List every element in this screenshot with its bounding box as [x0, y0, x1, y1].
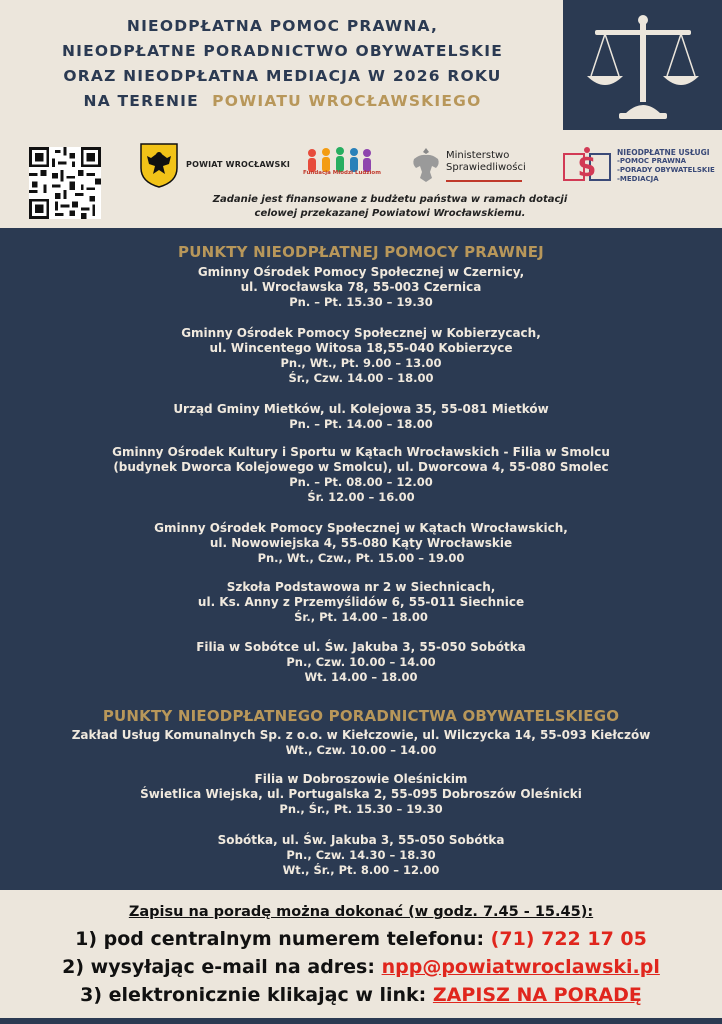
nu-line-1: -POMOC PRAWNA: [617, 157, 687, 165]
npp-entry: [0, 265, 722, 310]
signup-link[interactable]: ZAPISZ NA PORADĘ: [432, 984, 642, 1006]
entry-hours: Pn. – Pt. 14.00 – 18.00: [289, 417, 433, 431]
polish-eagle-icon: [410, 146, 442, 184]
npp-section-title: PUNKTY NIEODPŁATNEJ POMOCY PRAWNEJ: [178, 243, 544, 261]
entry-address: ul. Nowowiejska 4, 55-080 Kąty Wrocławskie: [209, 536, 513, 550]
phone-prefix: 1) pod centralnym numerem telefonu:: [75, 928, 485, 950]
title-line-3: ORAZ NIEODPŁATNA MEDIACJA W 2026 ROKU: [63, 67, 502, 85]
entry-hours: Pn. – Pt. 08.00 – 12.00: [289, 475, 433, 489]
ministerstwo-underline: [446, 180, 522, 182]
entry-name: Gminny Ośrodek Pomocy Społecznej w Kobierzycach,: [181, 326, 541, 340]
entry-hours: Wt. 14.00 – 18.00: [304, 670, 418, 684]
bottom-strip: [0, 1018, 722, 1024]
entry-address: Świetlica Wiejska, ul. Portugalska 2, 55-095 Dobroszów Oleśnicki: [140, 787, 582, 801]
npo-entry: [0, 728, 722, 758]
funding-note: [150, 193, 630, 221]
signup-phone-line: [0, 928, 722, 950]
phone-number-link[interactable]: (71) 722 17 05: [490, 928, 647, 950]
npp-entry: [0, 580, 722, 625]
signup-link-line: [0, 984, 722, 1006]
signup-intro: [0, 904, 722, 920]
ministerstwo-label: [446, 150, 526, 174]
entry-hours: Śr., Czw. 14.00 – 18.00: [288, 371, 434, 385]
entry-hours: Pn., Czw. 10.00 – 14.00: [286, 655, 436, 669]
email-link[interactable]: npp@powiatwroclawski.pl: [381, 956, 660, 978]
title-box: [0, 0, 563, 130]
entry-name: Gminny Ośrodek Pomocy Społecznej w Kątach Wrocławskich,: [154, 521, 568, 535]
link-prefix: 3) elektronicznie klikając w link:: [80, 984, 427, 1006]
entry-name: Gminny Ośrodek Kultury i Sportu w Kątach Wrocławskich - Filia w Smolcu: [112, 445, 610, 459]
page-title: [10, 14, 555, 114]
entry-name: Urząd Gminy Mietków, ul. Kolejowa 35, 55-081 Mietków: [173, 402, 549, 416]
npp-entry: [0, 326, 722, 386]
npo-section-title: PUNKTY NIEODPŁATNEGO PORADNICTWA OBYWATELSKIEGO: [102, 707, 620, 725]
nu-head: NIEODPŁATNE USŁUGI: [617, 148, 710, 157]
entry-name: Sobótka, ul. Św. Jakuba 3, 55-050 Sobótka: [217, 833, 505, 847]
entry-name: Gminny Ośrodek Pomocy Społecznej w Czernicy,: [197, 265, 525, 279]
funding-line-2: celowej przekazanej Powiatowi Wrocławskiemu.: [254, 208, 526, 219]
title-line-4-prefix: NA TERENIE: [83, 92, 199, 110]
entry-hours: Pn. – Pt. 15.30 – 19.30: [289, 295, 433, 309]
fundacja-label: Fundacja Młodzi Ludziom: [303, 170, 381, 176]
entry-hours: Pn., Wt., Czw., Pt. 15.00 – 19.00: [257, 551, 465, 565]
entry-hours: Śr., Pt. 14.00 – 18.00: [294, 610, 428, 624]
entry-hours: Wt., Czw. 10.00 – 14.00: [285, 743, 437, 757]
main-content: [0, 228, 722, 890]
entry-hours: Pn., Czw. 14.30 – 18.30: [286, 848, 436, 862]
powiat-coat-of-arms-icon: [139, 142, 179, 188]
entry-hours: Pn., Śr., Pt. 15.30 – 19.30: [279, 802, 443, 816]
npp-entry: [0, 402, 722, 432]
header: [0, 0, 722, 130]
title-line-1: NIEODPŁATNA POMOC PRAWNA,: [126, 17, 439, 35]
title-line-2: NIEODPŁATNE PORADNICTWO OBYWATELSKIE: [61, 42, 504, 60]
signup-intro-text: Zapisu na poradę można dokonać (w godz. 7.45 - 15.45):: [128, 904, 594, 920]
nu-line-3: -MEDIACJA: [617, 175, 659, 183]
npo-entry: [0, 772, 722, 817]
entry-name: Filia w Dobroszowie Oleśnickim: [254, 772, 468, 786]
entry-hours: Śr. 12.00 – 16.00: [307, 490, 415, 504]
entry-hours: Wt., Śr., Pt. 8.00 – 12.00: [282, 863, 440, 877]
entry-name: Filia w Sobótce ul. Św. Jakuba 3, 55-050 Sobótka: [196, 640, 526, 654]
npo-entry: [0, 833, 722, 878]
logo-band: [0, 130, 722, 228]
powiat-label: POWIAT WROCŁAWSKI: [186, 160, 291, 169]
entry-address: ul. Wrocławska 78, 55-003 Czernica: [240, 280, 482, 294]
nieodplatne-uslugi-logo-icon: [562, 144, 612, 188]
entry-address: (budynek Dworca Kolejowego w Smolcu), ul. Dworcowa 4, 55-080 Smolec: [113, 460, 609, 474]
nu-line-2: -PORADY OBYWATELSKIE: [617, 166, 715, 174]
title-line-4-highlight: POWIATU WROCŁAWSKIEGO: [212, 92, 482, 110]
email-prefix: 2) wysyłając e-mail na adres:: [62, 956, 375, 978]
entry-name: Szkoła Podstawowa nr 2 w Siechnicach,: [226, 580, 496, 594]
qr-code-icon: [29, 147, 101, 219]
funding-line-1: Zadanie jest finansowane z budżetu państwa w ramach dotacji: [212, 194, 568, 205]
title-line-4: [10, 89, 555, 114]
entry-address: ul. Ks. Anny z Przemyślidów 6, 55-011 Siechnice: [197, 595, 525, 609]
npp-entry: [0, 521, 722, 566]
footer: [0, 890, 722, 1018]
svg-text:S: S: [577, 153, 597, 183]
entry-hours: Pn., Wt., Pt. 9.00 – 13.00: [280, 356, 442, 370]
npp-entry: [0, 640, 722, 685]
signup-email-line: [0, 956, 722, 978]
entry-address: ul. Wincentego Witosa 18,55-040 Kobierzyce: [209, 341, 513, 355]
scales-of-justice-icon: [585, 10, 701, 122]
ministerstwo-line-1: Ministerstwo: [446, 150, 510, 161]
ministerstwo-line-2: Sprawiedliwości: [446, 162, 526, 173]
nieodplatne-uslugi-text: [617, 148, 715, 184]
entry-name: Zakład Usług Komunalnych Sp. z o.o. w Kiełczowie, ul. Wilczycka 14, 55-093 Kiełczów: [71, 728, 651, 742]
npp-entry: [0, 445, 722, 505]
